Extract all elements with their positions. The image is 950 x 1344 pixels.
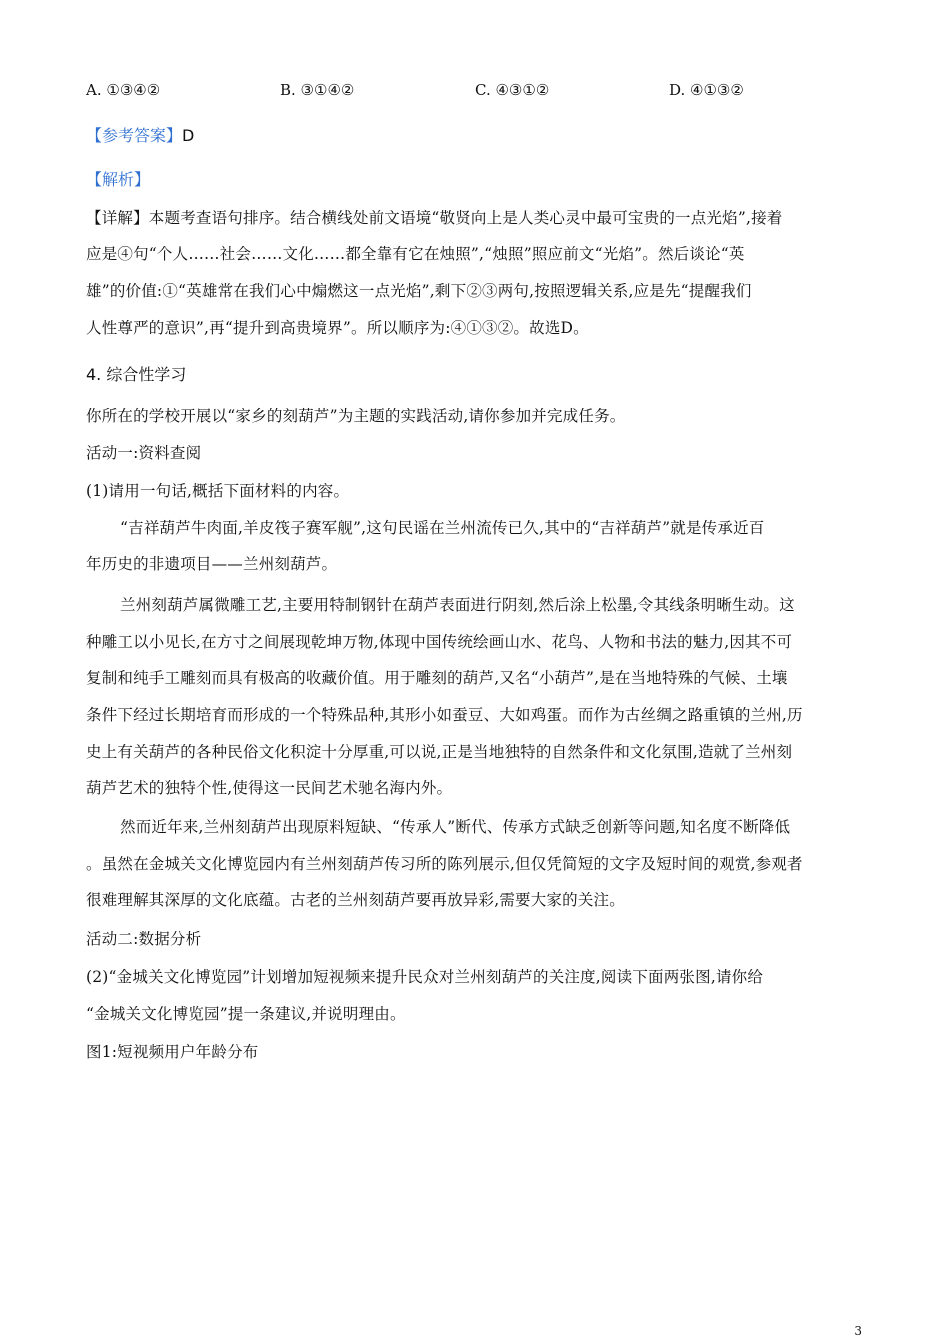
- material-line: “吉祥葫芦牛肉面,羊皮筏子赛军舰”,这句民谣在兰州流传已久,其中的“吉祥葫芦”就是传承近百: [120, 519, 765, 537]
- material-line: 条件下经过长期培育而形成的一个特殊品种,其形小如蚕豆、大如鸡蛋。而作为古丝绸之路重镇的兰州,历: [86, 706, 803, 724]
- figure-1-caption: 图1:短视频用户年龄分布: [86, 1043, 259, 1061]
- material-line: 兰州刻葫芦属微雕工艺,主要用特制钢针在葫芦表面进行阴刻,然后涂上松墨,令其线条明晰生动。这: [120, 596, 795, 614]
- reference-answer-tag: 【参考答案】: [86, 126, 183, 145]
- question-4-title: 4. 综合性学习: [86, 365, 187, 384]
- question-4-intro: 你所在的学校开展以“家乡的刻葫芦”为主题的实践活动,请你参加并完成任务。: [86, 407, 626, 425]
- analysis-line: 人性尊严的意识”,再“提升到高贵境界”。所以顺序为:④①③②。故选D。: [86, 319, 589, 337]
- choice-c: C. ④③①②: [475, 81, 550, 99]
- answer-choices: [86, 81, 866, 103]
- analysis-tag: 【解析】: [86, 170, 151, 189]
- choice-a: A. ①③④②: [86, 81, 161, 99]
- page-number: 3: [854, 1324, 862, 1338]
- reference-answer-value: D: [182, 126, 195, 145]
- sub-question-2-line: “金城关文化博览园”提一条建议,并说明理由。: [86, 1005, 406, 1023]
- choice-d: D. ④①③②: [669, 81, 744, 99]
- material-line: 。虽然在金城关文化博览园内有兰州刻葫芦传习所的陈列展示,但仅凭简短的文字及短时间的观赏,参观者: [86, 855, 803, 873]
- analysis-line: 雄”的价值:①“英雄常在我们心中煽燃这一点光焰”,剩下②③两句,按照逻辑关系,应是先“提醒我们: [86, 282, 752, 300]
- material-line: 复制和纯手工雕刻而具有极高的收藏价值。用于雕刻的葫芦,又名“小葫芦”,是在当地特殊的气候、土壤: [86, 669, 788, 687]
- sub-question-1: (1)请用一句话,概括下面材料的内容。: [86, 482, 350, 500]
- material-line: 种雕工以小见长,在方寸之间展现乾坤万物,体现中国传统绘画山水、花鸟、人物和书法的魅力,因其不可: [86, 633, 793, 651]
- sub-question-2-line: (2)“金城关文化博览园”计划增加短视频来提升民众对兰州刻葫芦的关注度,阅读下面两张图,请你给: [86, 968, 764, 986]
- material-line: 很难理解其深厚的文化底蕴。古老的兰州刻葫芦要再放异彩,需要大家的关注。: [86, 891, 625, 909]
- analysis-line: 应是④句“个人……社会……文化……都全靠有它在烛照”,“烛照”照应前文“光焰”。然后谈论“英: [86, 245, 745, 263]
- material-line: 史上有关葫芦的各种民俗文化积淀十分厚重,可以说,正是当地独特的自然条件和文化氛围,造就了兰州刻: [86, 743, 793, 761]
- material-line: 然而近年来,兰州刻葫芦出现原料短缺、“传承人”断代、传承方式缺乏创新等问题,知名度不断降低: [120, 818, 791, 836]
- analysis-line: 【详解】本题考查语句排序。结合横线处前文语境“敬贤向上是人类心灵中最可宝贵的一点光焰”,接着: [86, 209, 783, 227]
- activity-1-heading: 活动一:资料查阅: [86, 444, 202, 462]
- choice-b: B. ③①④②: [280, 81, 355, 99]
- activity-2-heading: 活动二:数据分析: [86, 930, 202, 948]
- material-line: 年历史的非遗项目——兰州刻葫芦。: [86, 555, 338, 573]
- reference-answer: [86, 125, 194, 147]
- material-line: 葫芦艺术的独特个性,使得这一民间艺术驰名海内外。: [86, 779, 453, 797]
